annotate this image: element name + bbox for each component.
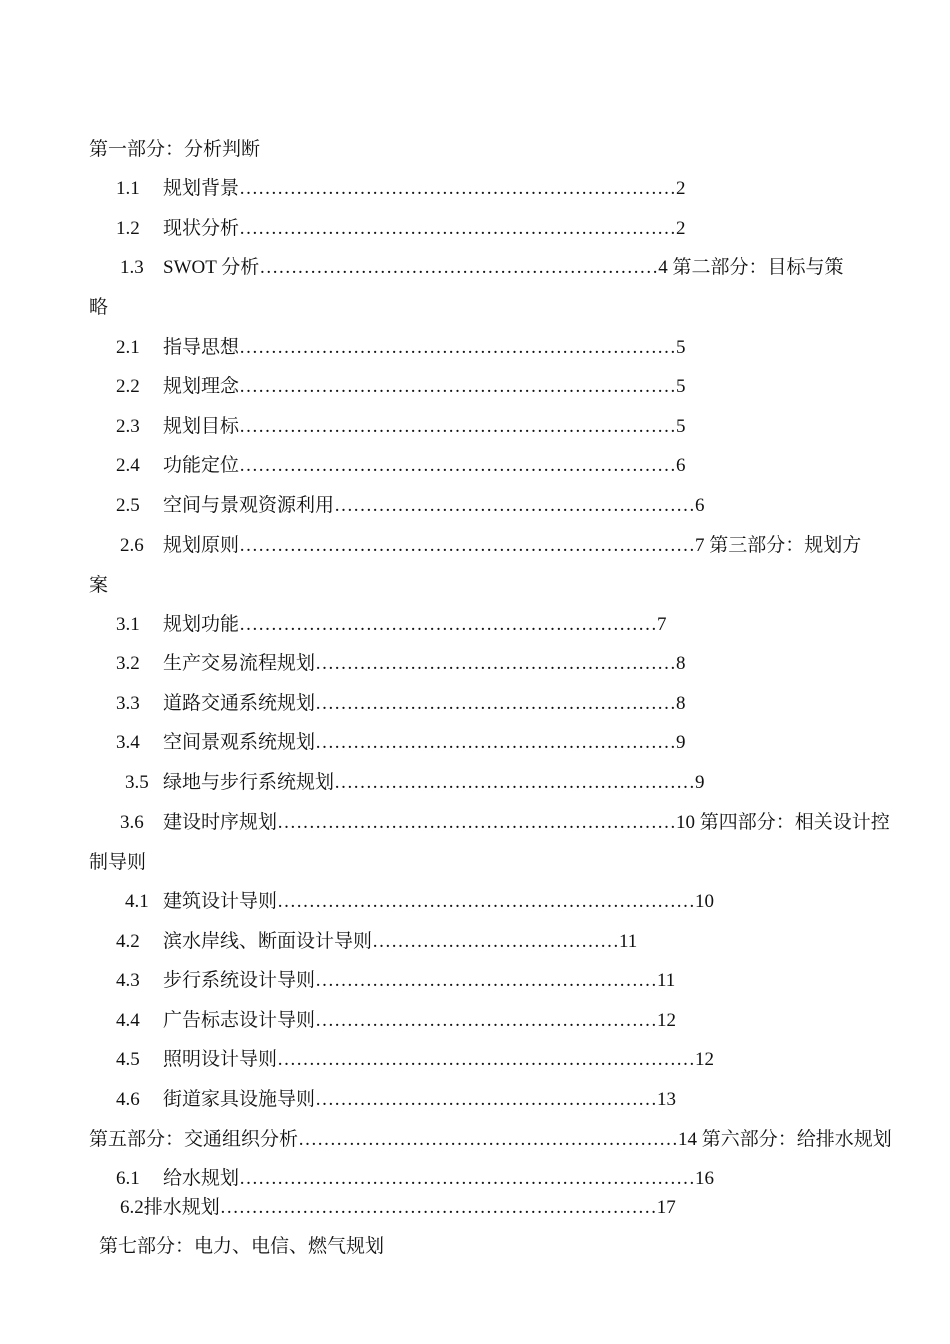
toc-entry-text: 建设时序规划………………………………………………………10 第四部分：相关设计控 xyxy=(163,812,890,833)
toc-entry-text: 给水规划………………………………………………………………16 xyxy=(163,1168,715,1189)
toc-entry-text: 规划理念……………………………………………………………5 xyxy=(163,376,686,397)
toc-entry-number: 2.6 xyxy=(120,535,144,556)
toc-entry-text: 指导思想……………………………………………………………5 xyxy=(163,337,686,358)
toc-entry-text: 规划功能…………………………………………………………7 xyxy=(163,614,667,635)
toc-entry-text: 步行系统设计导则………………………………………………11 xyxy=(163,970,676,991)
toc-entry-text: SWOT 分析………………………………………………………4 第二部分：目标与策 xyxy=(163,257,844,278)
toc-wrap-text: 略 xyxy=(89,297,109,318)
toc-entry-text: 道路交通系统规划…………………………………………………8 xyxy=(163,693,686,714)
toc-entry-number: 2.5 xyxy=(116,495,140,516)
toc-entry-text: 建筑设计导则…………………………………………………………10 xyxy=(163,891,715,912)
toc-entry-number: 4.6 xyxy=(116,1089,140,1110)
toc-part-1-heading: 第一部分：分析判断 xyxy=(89,139,261,160)
toc-wrap-text: 案 xyxy=(89,575,109,596)
toc-entry-number: 3.6 xyxy=(120,812,144,833)
toc-entry-text: 空间景观系统规划…………………………………………………9 xyxy=(163,732,686,753)
toc-entry-text: 空间与景观资源利用…………………………………………………6 xyxy=(163,495,705,516)
toc-entry-number: 4.2 xyxy=(116,931,140,952)
toc-part-7-heading: 第七部分：电力、电信、燃气规划 xyxy=(99,1236,385,1257)
toc-entry-number: 3.3 xyxy=(116,693,140,714)
toc-entry-number: 6.1 xyxy=(116,1168,140,1189)
toc-entry-text: 生产交易流程规划…………………………………………………8 xyxy=(163,653,686,674)
toc-entry-number: 4.4 xyxy=(116,1010,140,1031)
toc-entry-text: 广告标志设计导则………………………………………………12 xyxy=(163,1010,677,1031)
toc-entry-text: 照明设计导则…………………………………………………………12 xyxy=(163,1049,715,1070)
toc-entry-text: 规划目标……………………………………………………………5 xyxy=(163,416,686,437)
toc-wrap-text: 制导则 xyxy=(89,852,147,873)
toc-entry-number: 1.1 xyxy=(116,178,140,199)
toc-entry-number: 3.5 xyxy=(125,772,149,793)
toc-entry-number: 1.3 xyxy=(120,257,144,278)
toc-entry-number: 3.4 xyxy=(116,732,140,753)
toc-entry-text: 规划背景……………………………………………………………2 xyxy=(163,178,686,199)
toc-entry-number: 4.3 xyxy=(116,970,140,991)
toc-entry-number: 3.2 xyxy=(116,653,140,674)
toc-entry-text: 规划原则………………………………………………………………7 第三部分：规划方 xyxy=(163,535,862,556)
toc-entry-text: 功能定位……………………………………………………………6 xyxy=(163,455,686,476)
toc-entry-number: 4.1 xyxy=(125,891,149,912)
toc-entry-number: 2.3 xyxy=(116,416,140,437)
toc-entry-6-2: 6.2排水规划……………………………………………………………17 xyxy=(120,1197,676,1218)
toc-entry-number: 2.1 xyxy=(116,337,140,358)
toc-entry-text: 现状分析……………………………………………………………2 xyxy=(163,218,686,239)
toc-entry-text: 绿地与步行系统规划…………………………………………………9 xyxy=(163,772,705,793)
toc-entry-text: 街道家具设施导则………………………………………………13 xyxy=(163,1089,677,1110)
toc-entry-text: 滨水岸线、断面设计导则…………………………………11 xyxy=(163,931,638,952)
toc-entry-number: 2.2 xyxy=(116,376,140,397)
toc-entry-number: 1.2 xyxy=(116,218,140,239)
toc-entry-number: 4.5 xyxy=(116,1049,140,1070)
toc-entry-number: 2.4 xyxy=(116,455,140,476)
toc-entry-number: 3.1 xyxy=(116,614,140,635)
toc-part-5-heading: 第五部分：交通组织分析……………………………………………………14 第六部分：给排水规划 xyxy=(89,1129,892,1150)
